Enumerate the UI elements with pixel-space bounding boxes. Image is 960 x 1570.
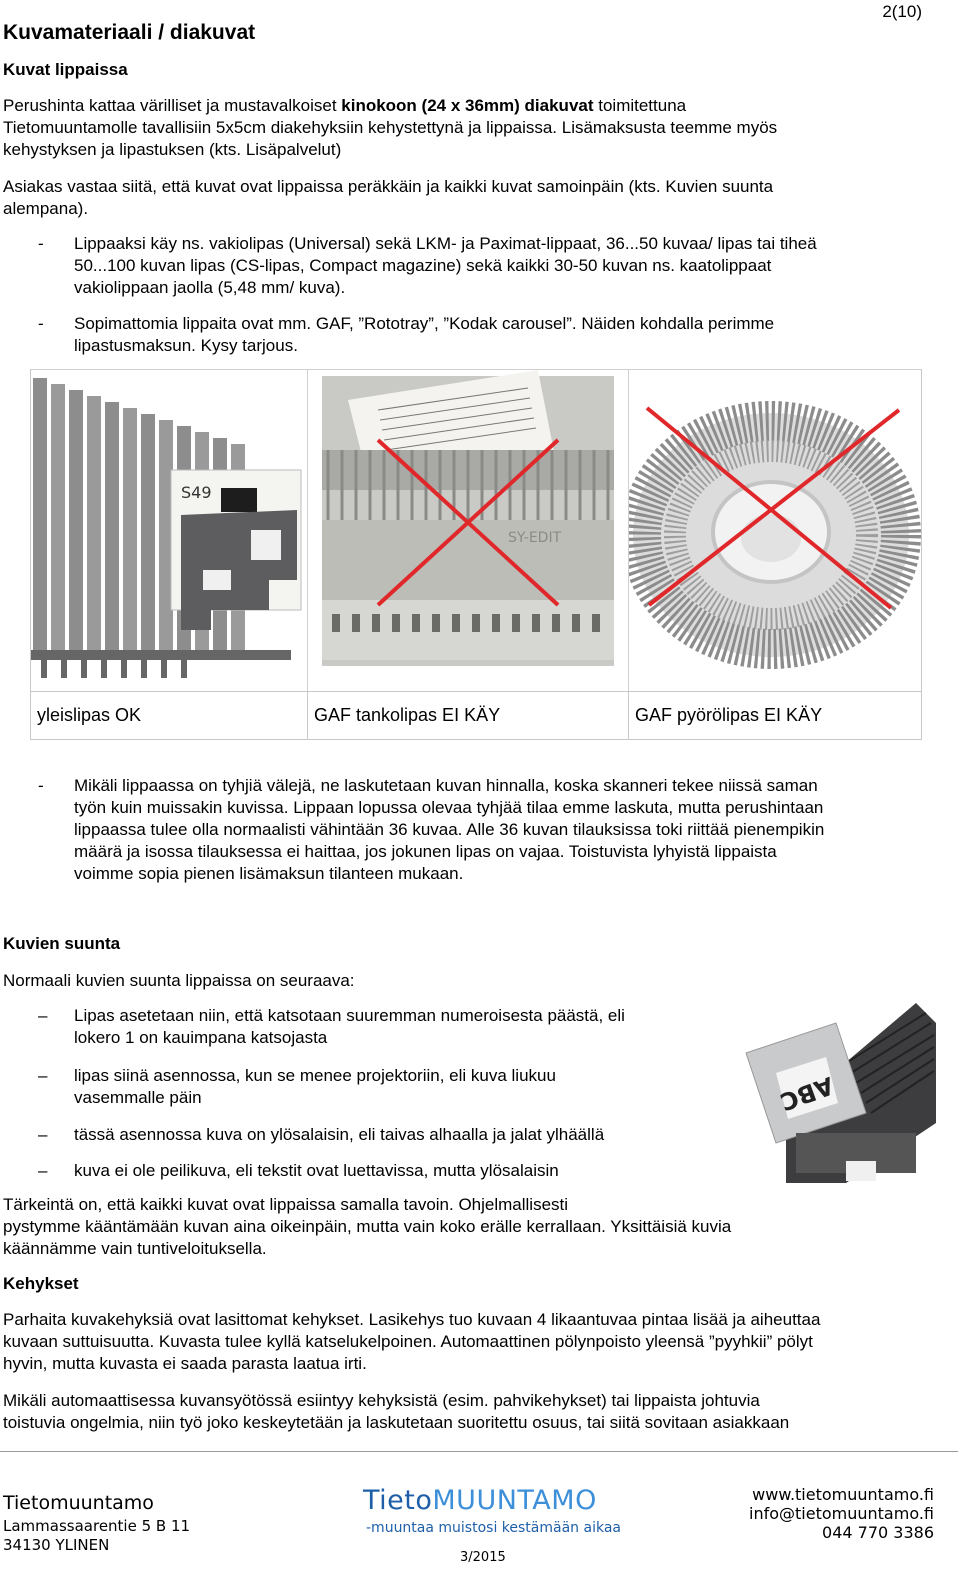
bullet-item-suitable-magazines (74, 233, 944, 299)
bullet-line: Sopimattomia lippaita ovat mm. GAF, ”Rototray”, ”Kodak carousel”. Näiden kohdalla perimme (74, 314, 775, 333)
footer-date: 3/2015 (460, 1550, 506, 1565)
gaf-carousel-image (629, 370, 921, 692)
bullet-line: määrä ja isossa tilauksessa ei haittaa, jos jokunen lipas on vajaa. Toistuvista lyhyistä lippaista (74, 842, 777, 861)
footer-postal: 34130 YLINEN (3, 1536, 110, 1554)
orientation-item (74, 1065, 724, 1109)
logo-part-tieto: Tieto (363, 1485, 433, 1516)
caption-gaf-rod: GAF tankolipas EI KÄY (308, 692, 629, 740)
section-title-kuvien-suunta: Kuvien suunta (3, 934, 121, 953)
page-number: 2(10) (882, 2, 922, 21)
bullet-line: Lipas asetetaan niin, että katsotaan suuremman numeroisesta päästä, eli (74, 1006, 625, 1025)
abc-magazine-image (726, 993, 936, 1199)
responsibility-line-2: alempana). (3, 199, 89, 218)
orientation-item (74, 1005, 724, 1049)
logo-part-muuntamo: MUUNTAMO (432, 1485, 597, 1516)
orientation-note (3, 1194, 953, 1260)
caption-gaf-carousel: GAF pyörölipas EI KÄY (629, 692, 922, 740)
bullet-dash: - (38, 776, 44, 795)
footer-email-link[interactable]: info@tietomuuntamo.fi (749, 1504, 934, 1523)
footer-company: Tietomuuntamo (3, 1492, 154, 1514)
bullet-line: vakiolippaan jaolla (5,48 mm/ kuva). (74, 278, 346, 297)
page-title: Kuvamateriaali / diakuvat (3, 21, 256, 44)
bullet-dash: – (38, 1006, 48, 1025)
bullet-line: lipas siinä asennossa, kun se menee projektoriin, eli kuva liukuu (74, 1066, 556, 1085)
bullet-dash: - (38, 314, 44, 333)
bullet-dash: - (38, 234, 44, 253)
paragraph-line: toistuvia ongelmia, niin työ joko keskeytetään ja laskutetaan suoritettu osuus, tai siitä sovitaan asiakkaan (3, 1413, 790, 1432)
photo-universal-magazine (30, 369, 308, 692)
paragraph-line: Parhaita kuvakehyksiä ovat lasittomat kehykset. Lasikehys tuo kuvaan 4 likaantuvaa pintaa lisää ja aiheuttaa (3, 1310, 821, 1329)
bullet-dash: – (38, 1125, 48, 1144)
bullet-line: Mikäli lippaassa on tyhjiä välejä, ne laskutetaan kuvan hinnalla, koska skanneri tekee niissä saman (74, 776, 818, 795)
section-title-kuvat-lippaissa: Kuvat lippaissa (3, 60, 128, 79)
paragraph-line: hyvin, mutta kuvasta ei saada parasta laatua irti. (3, 1354, 367, 1373)
note-line: Tärkeintä on, että kaikki kuvat ovat lippaissa samalla tavoin. Ohjelmallisesti (3, 1195, 569, 1214)
empty-slots-paragraph (74, 775, 944, 885)
bullet-line: Lippaaksi käy ns. vakiolipas (Universal) sekä LKM- ja Paximat-lippaat, 36...50 kuvaa/ lipas tai tiheä (74, 234, 817, 253)
responsibility-line-1: Asiakas vastaa siitä, että kuvat ovat lippaissa peräkkäin ja kaikki kuvat samoinpäin (kts. Kuvien suunta (3, 177, 774, 196)
footer-contact (749, 1485, 934, 1542)
bullet-line: tässä asennossa kuva on ylösalaisin, eli taivas alhaalla ja jalat ylhäällä (74, 1125, 605, 1144)
bullet-line: lipastusmaksun. Kysy tarjous. (74, 336, 298, 355)
bullet-line: lokero 1 on kauimpana katsojasta (74, 1028, 328, 1047)
edit-label-text: SY-EDIT (508, 530, 562, 546)
bullet-line: lippaassa tulee olla normaalisti vähintään 36 kuvaa. Alle 36 kuvan tilauksissa toki riittää pienempikin (74, 820, 825, 839)
bullet-line: vasemmalle päin (74, 1088, 202, 1107)
intro-line-3: kehystyksen ja lipastuksen (kts. Lisäpalvelut) (3, 140, 342, 159)
orientation-item (74, 1160, 724, 1182)
note-line: pystymme kääntämään kuvan aina oikeinpäin, mutta vain koko erälle kerrallaan. Yksittäisiä kuvia (3, 1217, 732, 1236)
photo-captions-table (30, 691, 922, 740)
footer-divider (0, 1451, 958, 1452)
slide-label-text: S49 (181, 483, 212, 502)
bullet-dash: – (38, 1161, 48, 1180)
orientation-intro: Normaali kuvien suunta lippaissa on seuraava: (3, 971, 355, 990)
intro-paragraph (3, 95, 953, 161)
responsibility-paragraph (3, 176, 953, 220)
gaf-rod-magazine-image (308, 370, 628, 692)
footer-website-link[interactable]: www.tietomuuntamo.fi (752, 1485, 934, 1504)
footer-slogan: -muuntaa muistosi kestämään aikaa (366, 1520, 621, 1536)
orientation-item (74, 1124, 724, 1146)
photo-abc-magazine (726, 993, 936, 1199)
bullet-line: kuva ei ole peilikuva, eli tekstit ovat luettavissa, mutta ylösalaisin (74, 1161, 559, 1180)
intro-text-start: Perushinta kattaa värilliset ja mustavalkoiset (3, 96, 342, 115)
bullet-line: 50...100 kuvan lipas (CS-lipas, Compact magazine) sekä kaikki 30-50 kuvan ns. kaatolippaat (74, 256, 772, 275)
intro-text-bold: kinokoon (24 x 36mm) diakuvat (341, 96, 594, 115)
table-row (31, 692, 922, 740)
bullet-item-unsuitable-magazines (74, 313, 944, 357)
intro-text-end: toimitettuna (593, 96, 687, 115)
caption-universal: yleislipas OK (31, 692, 308, 740)
abc-label-text: ABC (776, 1070, 838, 1116)
frames-paragraph-1 (3, 1309, 958, 1375)
universal-magazine-image (31, 370, 307, 692)
paragraph-line: kuvaan suttuisuutta. Kuvasta tulee kyllä katselukelpoinen. Automaattinen pölynpoisto yleensä ”pyyhkii” pölyt (3, 1332, 813, 1351)
note-line: käännämme vain tuntiveloituksella. (3, 1239, 267, 1258)
paragraph-line: Mikäli automaattisessa kuvansyötössä esiintyy kehyksistä (esim. pahvikehykset) tai lippaista johtuvia (3, 1391, 760, 1410)
section-title-kehykset: Kehykset (3, 1274, 79, 1293)
frames-paragraph-2 (3, 1390, 958, 1434)
footer-phone: 044 770 3386 (822, 1523, 934, 1542)
footer-logo (363, 1485, 597, 1516)
intro-line-2: Tietomuuntamolle tavallisiin 5x5cm diakehyksiin kehystettynä ja lippaissa. Lisämaksusta teemme myös (3, 118, 778, 137)
photo-gaf-carousel (628, 369, 922, 692)
bullet-dash: – (38, 1066, 48, 1085)
bullet-line: työn kuin muissakin kuvissa. Lippaan lopussa olevaa tyhjää tilaa emme laskuta, mutta perushintaan (74, 798, 824, 817)
photo-gaf-rod-magazine (307, 369, 629, 692)
footer-street: Lammassaarentie 5 B 11 (3, 1517, 191, 1535)
bullet-line: voimme sopia pienen lisämaksun tilanteen mukaan. (74, 864, 464, 883)
